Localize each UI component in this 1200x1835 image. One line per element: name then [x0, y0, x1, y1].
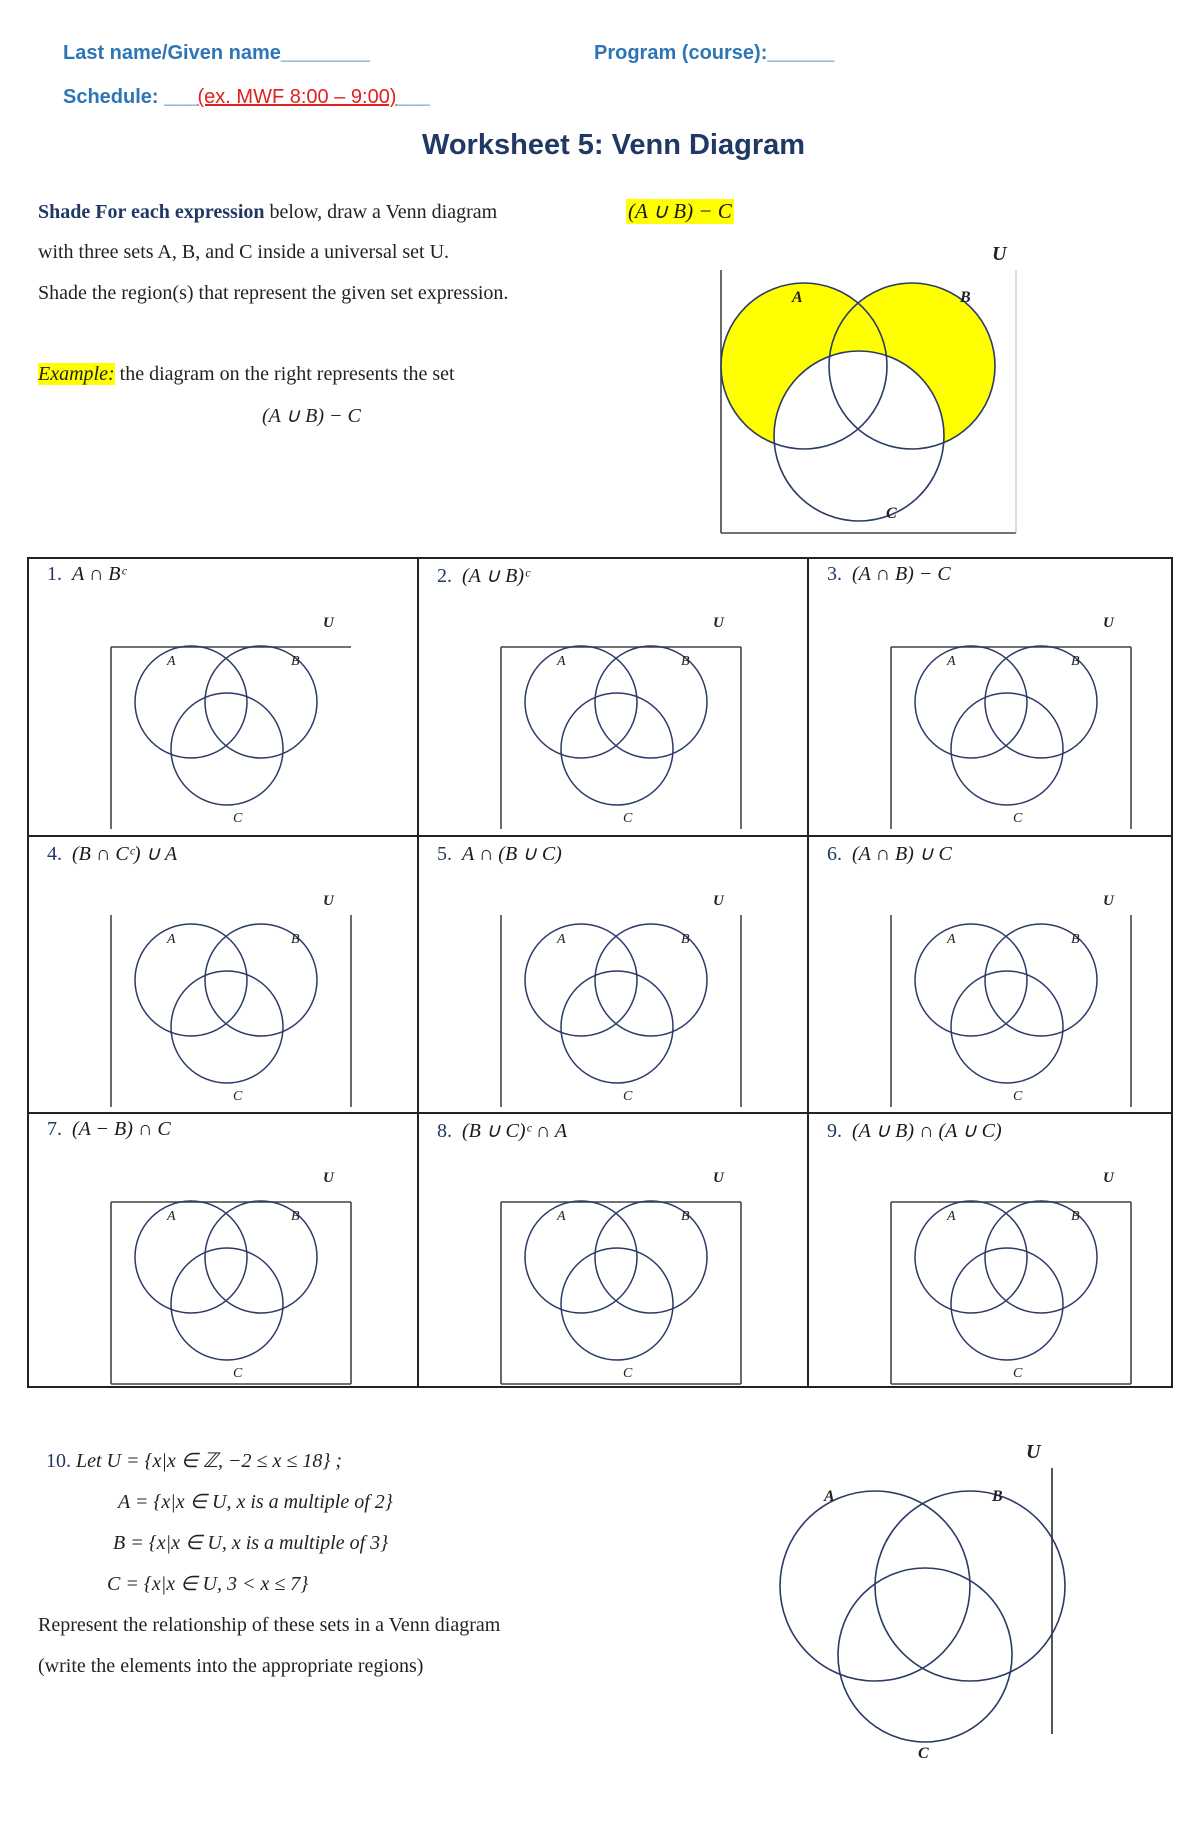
universe-label: U	[323, 615, 334, 631]
example-line	[38, 364, 455, 384]
q10-set-c-label: C	[918, 1745, 929, 1762]
problem-number: 1.	[47, 563, 62, 585]
problem-cell[interactable]	[419, 1114, 807, 1390]
q10-set-c-def: C = {x|x ∈ U, 3 < x ≤ 7}	[107, 1573, 309, 1595]
name-field-label: Last name/Given name________	[63, 42, 370, 64]
problem-venn-diagram[interactable]	[471, 875, 771, 1105]
circle-c	[951, 971, 1063, 1083]
set-a-label: A	[947, 654, 956, 669]
problem-expression: (A ∩ B) − C	[852, 563, 951, 585]
problem-label	[827, 1118, 1002, 1143]
example-diagram-expression: (A ∪ B) − C	[628, 199, 732, 223]
circle-b	[205, 1201, 317, 1313]
universe-label: U	[323, 893, 334, 909]
intro-line-1	[38, 202, 497, 222]
problem-venn-diagram[interactable]	[81, 875, 381, 1105]
problem-label	[437, 1118, 567, 1143]
set-a-label: A	[167, 932, 176, 947]
set-c-label: C	[1013, 811, 1023, 826]
circle-a	[525, 924, 637, 1036]
unshaded-region-c	[774, 351, 944, 521]
set-b-label: B	[291, 1209, 300, 1224]
problem-number: 3.	[827, 563, 842, 585]
set-c-label: C	[623, 811, 633, 826]
problem-venn-diagram[interactable]	[861, 597, 1161, 827]
problem-cell[interactable]	[809, 837, 1197, 1113]
problem-number: 8.	[437, 1120, 452, 1142]
circle-c	[171, 971, 283, 1083]
circle-b	[595, 924, 707, 1036]
set-a-label: A	[947, 1209, 956, 1224]
set-b-label: B	[291, 932, 300, 947]
problem-venn-diagram[interactable]	[471, 1152, 771, 1382]
problem-cell[interactable]	[419, 559, 807, 835]
set-c-label: C	[1013, 1089, 1023, 1104]
circle-a	[135, 1201, 247, 1313]
intro-line-2: with three sets A, B, and C inside a universal set U.	[38, 241, 450, 263]
q10-number: 10.	[46, 1450, 71, 1472]
universe-label: U	[992, 243, 1007, 265]
schedule-label: Schedule: ___	[63, 86, 198, 108]
intro-line-3: Shade the region(s) that represent the given set expression.	[38, 282, 509, 304]
circle-a	[135, 646, 247, 758]
program-field-label: Program (course):______	[594, 42, 835, 64]
circle-c	[561, 1248, 673, 1360]
problem-label	[827, 563, 951, 586]
problem-venn-diagram[interactable]	[81, 1152, 381, 1382]
problem-label	[47, 563, 126, 586]
circle-b	[985, 1201, 1097, 1313]
problem-label	[47, 841, 177, 866]
problem-number: 7.	[47, 1118, 62, 1140]
problem-label	[827, 841, 952, 866]
problem-venn-diagram[interactable]	[861, 875, 1161, 1105]
set-c-label: C	[886, 505, 897, 522]
set-a-label: A	[557, 654, 566, 669]
universe-label: U	[1103, 893, 1114, 909]
circle-c	[561, 693, 673, 805]
example-expression: (A ∪ B) − C	[262, 405, 361, 427]
problem-number: 6.	[827, 843, 842, 865]
circle-b	[985, 924, 1097, 1036]
q10-venn-diagram	[780, 1438, 1080, 1762]
problem-venn-diagram[interactable]	[471, 597, 771, 827]
circle-a	[135, 924, 247, 1036]
circle-b	[205, 924, 317, 1036]
problem-cell[interactable]	[29, 837, 417, 1113]
circle-a	[915, 924, 1027, 1036]
circle-b	[595, 646, 707, 758]
set-a-label: A	[947, 932, 956, 947]
circle-a	[525, 646, 637, 758]
q10-instruction-1: Represent the relationship of these sets in a Venn diagram	[38, 1614, 501, 1636]
set-c-label: C	[1013, 1366, 1023, 1381]
q10-set-b-label: B	[992, 1488, 1003, 1505]
grid-line-h1	[29, 835, 1171, 837]
circle-a	[915, 1201, 1027, 1313]
set-b-label: B	[681, 932, 690, 947]
circle-b	[205, 646, 317, 758]
intro-bold-lead: Shade For each expression	[38, 201, 265, 223]
problem-cell[interactable]	[809, 559, 1197, 835]
problem-expression: (A − B) ∩ C	[72, 1118, 171, 1140]
set-b-label: B	[960, 289, 971, 306]
universe-label: U	[713, 1170, 724, 1186]
schedule-trail: ___	[396, 86, 430, 108]
universe-label: U	[1103, 1170, 1114, 1186]
grid-line-v1	[417, 559, 419, 1386]
problem-expression: (B ∪ C)ᶜ ∩ A	[462, 1120, 568, 1142]
problem-cell[interactable]	[419, 837, 807, 1113]
problem-expression: (A ∩ B) ∪ C	[852, 843, 952, 865]
q10-instruction-2: (write the elements into the appropriate regions)	[38, 1655, 424, 1677]
universe-label: U	[323, 1170, 334, 1186]
universe-label: U	[1103, 615, 1114, 631]
set-b-label: B	[1071, 932, 1080, 947]
problem-number: 4.	[47, 843, 62, 865]
universe-label: U	[713, 615, 724, 631]
problem-number: 2.	[437, 565, 452, 587]
problem-expression: (B ∩ Cᶜ) ∪ A	[72, 843, 178, 865]
circle-b	[985, 646, 1097, 758]
q10-circle-c	[838, 1568, 1012, 1742]
problem-number: 5.	[437, 843, 452, 865]
problem-venn-diagram[interactable]	[81, 597, 381, 827]
problem-cell[interactable]	[29, 1114, 417, 1390]
grid-line-v2	[807, 559, 809, 1386]
q10-line-1	[46, 1451, 342, 1471]
q10-universe-def: Let U = {x|x ∈ ℤ, −2 ≤ x ≤ 18} ;	[71, 1450, 343, 1472]
example-text: the diagram on the right represents the set	[114, 363, 455, 385]
circle-c	[951, 693, 1063, 805]
set-b-label: B	[291, 654, 300, 669]
problem-expression: (A ∪ B)ᶜ	[462, 565, 530, 587]
set-c-label: C	[623, 1366, 633, 1381]
set-c-label: C	[233, 1089, 243, 1104]
set-a-label: A	[557, 1209, 566, 1224]
set-a-label: A	[167, 654, 176, 669]
circle-b	[595, 1201, 707, 1313]
schedule-hint: (ex. MWF 8:00 – 9:00)	[197, 86, 397, 108]
q10-set-b-def: B = {x|x ∈ U, x is a multiple of 3}	[113, 1532, 389, 1554]
circle-c	[561, 971, 673, 1083]
q10-universe-label: U	[1026, 1441, 1041, 1463]
problem-label	[437, 841, 562, 866]
problem-number: 9.	[827, 1120, 842, 1142]
intro-line-1-rest: below, draw a Venn diagram	[264, 201, 498, 223]
circle-a	[525, 1201, 637, 1313]
universe-label: U	[713, 893, 724, 909]
grid-line-h2	[29, 1112, 1171, 1114]
problem-expression: A ∩ (B ∪ C)	[462, 843, 562, 865]
q10-set-a-def: A = {x|x ∈ U, x is a multiple of 2}	[118, 1491, 393, 1513]
set-a-label: A	[792, 289, 803, 306]
page-title: Worksheet 5: Venn Diagram	[422, 129, 806, 161]
schedule-line	[63, 86, 430, 109]
circle-c	[951, 1248, 1063, 1360]
problem-cell[interactable]	[29, 559, 417, 835]
problem-venn-diagram[interactable]	[861, 1152, 1161, 1382]
example-label: Example:	[38, 363, 115, 385]
set-a-label: A	[557, 932, 566, 947]
set-b-label: B	[681, 654, 690, 669]
set-a-label: A	[167, 1209, 176, 1224]
problem-label	[47, 1118, 171, 1141]
set-c-label: C	[623, 1089, 633, 1104]
problem-grid	[27, 557, 1173, 1388]
problem-label	[437, 563, 529, 588]
circle-a	[915, 646, 1027, 758]
set-b-label: B	[1071, 1209, 1080, 1224]
set-c-label: C	[233, 811, 243, 826]
set-b-label: B	[681, 1209, 690, 1224]
example-venn-diagram	[716, 238, 1026, 538]
set-b-label: B	[1071, 654, 1080, 669]
problem-expression: (A ∪ B) ∩ (A ∪ C)	[852, 1120, 1002, 1142]
problem-expression: A ∩ Bᶜ	[72, 563, 126, 585]
problem-cell[interactable]	[809, 1114, 1197, 1390]
q10-set-a-label: A	[824, 1488, 835, 1505]
set-c-label: C	[233, 1366, 243, 1381]
circle-c	[171, 1248, 283, 1360]
circle-c	[171, 693, 283, 805]
